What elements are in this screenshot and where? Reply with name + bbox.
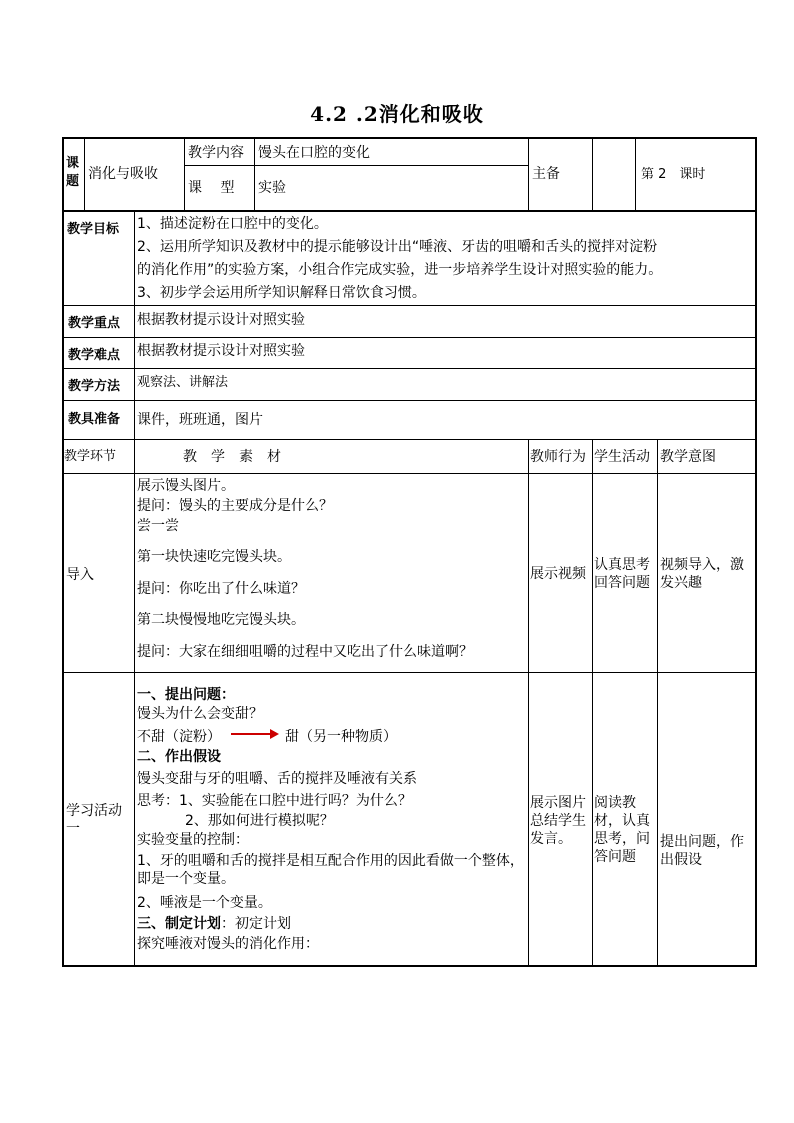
tools-value: 课件，班班通，图片 bbox=[137, 412, 263, 428]
col-teacher: 教师行为 bbox=[530, 449, 586, 465]
difficulty-value: 根据教材提示设计对照实验 bbox=[137, 343, 305, 359]
goal-line: 1、描述淀粉在口腔中的变化。 bbox=[137, 216, 328, 232]
heading-3-bold: 三、制定计划 bbox=[137, 916, 221, 932]
intro-line: 第二块慢慢地吃完馒头块。 bbox=[137, 612, 305, 628]
page-title: 4.2 .2消化和吸收 bbox=[310, 102, 484, 126]
header-ti: 题 bbox=[66, 174, 80, 189]
col-intent: 教学意图 bbox=[660, 449, 716, 465]
tools-label: 教具准备 bbox=[68, 412, 121, 427]
activity1-heading-2: 二、作出假设 bbox=[137, 749, 221, 765]
variable-title: 实验变量的控制： bbox=[137, 832, 249, 848]
col-material: 教 学 素 材 bbox=[183, 449, 281, 465]
hypothesis: 馒头变甜与牙的咀嚼、舌的搅拌及唾液有关系 bbox=[137, 771, 417, 787]
goal-line: 3、初步学会运用所学知识解释日常饮食习惯。 bbox=[137, 285, 426, 301]
activity1-teacher: 展示图片总结学生发言。 bbox=[530, 795, 586, 847]
type-value: 实验 bbox=[258, 180, 286, 196]
key-point-value: 根据教材提示设计对照实验 bbox=[137, 312, 305, 328]
intro-intent: 视频导入，激发兴趣 bbox=[660, 557, 744, 591]
activity1-question: 馒头为什么会变甜？ bbox=[137, 706, 263, 722]
method-value: 观察法、讲解法 bbox=[137, 375, 229, 390]
key-point-label: 教学重点 bbox=[68, 316, 121, 331]
activity1-heading-3 bbox=[137, 915, 291, 933]
goal-line: 2、运用所学知识及教材中的提示能够设计出“唾液、牙齿的咀嚼和舌头的搅拌对淀粉 bbox=[137, 239, 658, 255]
activity1-student: 阅读教材，认真思考，问答问题 bbox=[594, 795, 650, 865]
intro-line: 尝一尝 bbox=[137, 518, 179, 534]
intro-stage: 导入 bbox=[66, 567, 94, 583]
method-label: 教学方法 bbox=[68, 379, 121, 394]
think-2: 2、那如何进行模拟呢？ bbox=[185, 813, 334, 829]
header-ke: 课 bbox=[66, 156, 80, 171]
goals-label: 教学目标 bbox=[67, 222, 120, 237]
topic: 消化与吸收 bbox=[88, 166, 158, 182]
activity1-intent: 提出问题，作出假设 bbox=[660, 834, 744, 868]
heading-3-tail: ：初定计划 bbox=[221, 916, 291, 932]
intro-teacher: 展示视频 bbox=[530, 566, 586, 582]
goal-line: 的消化作用”的实验方案，小组合作完成实验，进一步培养学生设计对照实验的能力。 bbox=[137, 262, 663, 278]
col-student: 学生活动 bbox=[594, 449, 650, 465]
variable-1: 1、牙的咀嚼和舌的搅拌是相互配合作用的因此看做一个整体，即是一个变量。 bbox=[137, 853, 524, 887]
explore: 探究唾液对馒头的消化作用： bbox=[137, 936, 319, 952]
type-label: 课 型 bbox=[188, 180, 235, 196]
intro-line: 提问：馒头的主要成分是什么？ bbox=[137, 498, 333, 514]
period: 第 2 课时 bbox=[641, 167, 706, 182]
intro-line: 提问：你吃出了什么味道？ bbox=[137, 581, 305, 597]
intro-line: 展示馒头图片。 bbox=[137, 478, 235, 494]
content-label: 教学内容 bbox=[188, 145, 244, 161]
difficulty-label: 教学难点 bbox=[68, 348, 121, 363]
activity1-heading-1: 一、提出问题： bbox=[137, 687, 235, 703]
intro-student: 认真思考回答问题 bbox=[594, 557, 650, 591]
arrow-right-label: 甜（另一种物质） bbox=[285, 729, 397, 745]
think-1: 思考：1、实验能在口腔中进行吗？为什么？ bbox=[137, 793, 412, 809]
content-value: 馒头在口腔的变化 bbox=[258, 145, 370, 161]
arrow-left-label: 不甜（淀粉） bbox=[137, 729, 221, 745]
activity1-stage: 学习活动一 bbox=[66, 803, 122, 837]
intro-line: 提问：大家在细细咀嚼的过程中又吃出了什么味道啊？ bbox=[137, 644, 473, 660]
red-arrow-icon bbox=[230, 728, 280, 740]
variable-2: 2、唾液是一个变量。 bbox=[137, 895, 272, 911]
intro-line: 第一块快速吃完馒头块。 bbox=[137, 549, 291, 565]
col-stage: 教学环节 bbox=[64, 449, 117, 464]
zhubei-label: 主备 bbox=[532, 166, 560, 182]
